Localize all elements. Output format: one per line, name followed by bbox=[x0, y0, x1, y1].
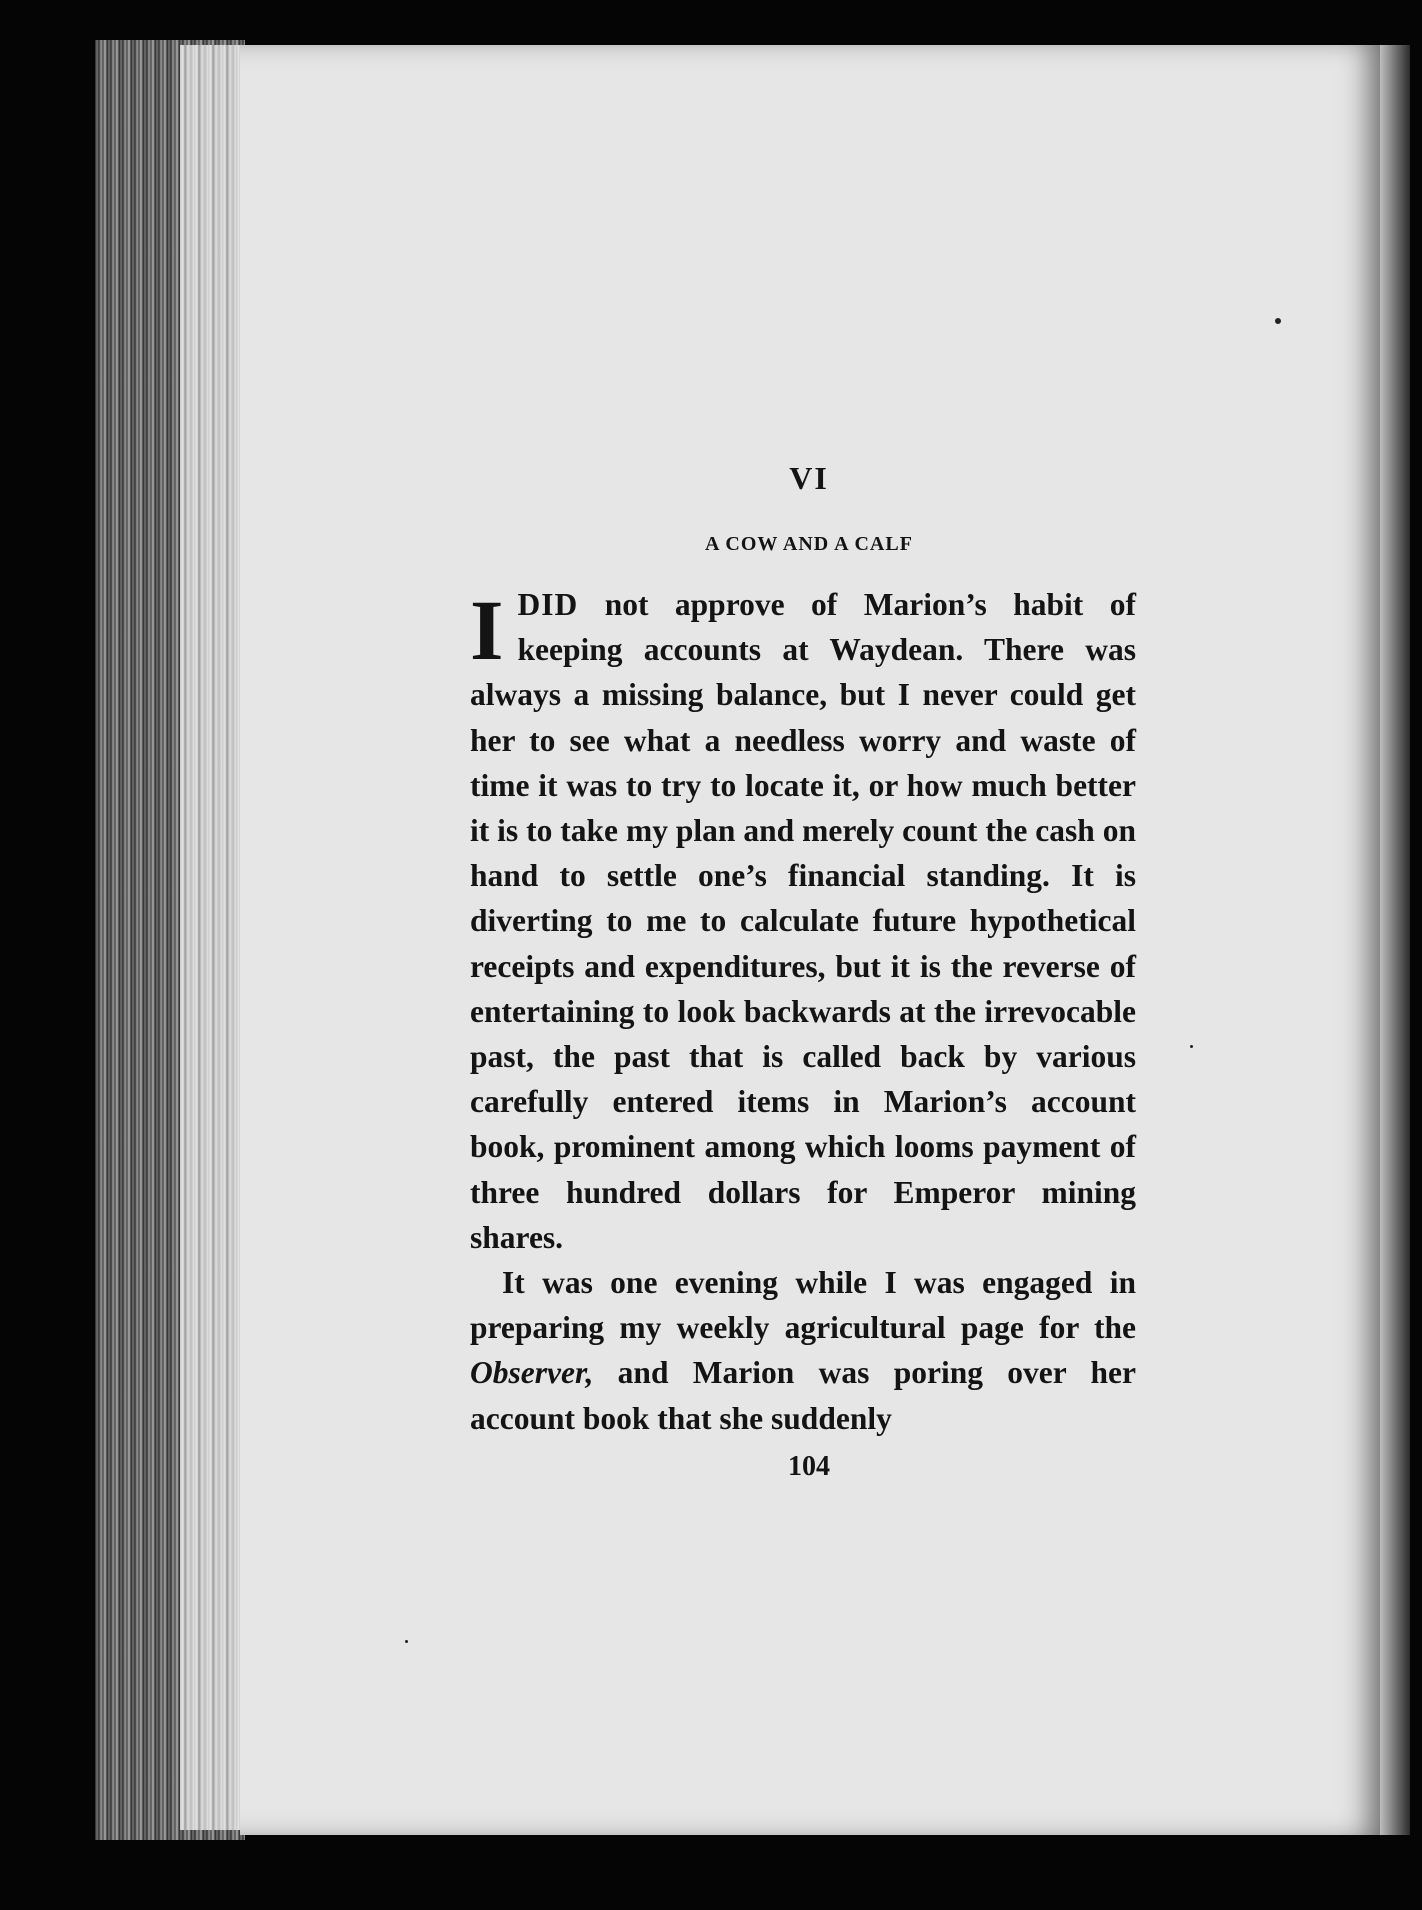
scan-speck bbox=[1275, 318, 1281, 324]
scan-speck bbox=[1190, 1045, 1193, 1048]
paragraph-1 bbox=[470, 582, 1136, 1260]
book-page-right-shadow bbox=[1380, 45, 1410, 1835]
page-content bbox=[470, 460, 1136, 1483]
scan-speck bbox=[405, 1640, 408, 1643]
paragraph-1-text: not approve of Marion’s habit of keeping accounts at Waydean. There was always a missing balance, but I never could get her to see what a needless worry and waste of time it was to try to locate it, or how much better it is to take my plan and merely count the cash on hand to settle one’s financial standing. It is diverting to me to calculate future hypothetical receipts and expenditures, but it is the reverse of entertaining to look backwards at the irrevocable past, the past that is called back by various carefully entered items in Marion’s account book, prominent among which looms payment of three hundred dollars for Emperor mining shares. bbox=[470, 587, 1136, 1255]
chapter-number: VI bbox=[789, 460, 829, 496]
paragraph-2-text-end: and Marion was poring over her account book that she suddenly bbox=[470, 1355, 1136, 1436]
opening-words: DID bbox=[517, 587, 579, 622]
chapter-title: A COW AND A CALF bbox=[705, 533, 913, 555]
paragraph-2-text-start: It was one evening while I was engaged in preparing my weekly agricultural page for the bbox=[470, 1265, 1136, 1346]
drop-cap: I bbox=[470, 582, 504, 678]
page-number: 104 bbox=[788, 1450, 830, 1482]
paragraph-2 bbox=[470, 1260, 1136, 1441]
newspaper-title: Observer, bbox=[470, 1355, 594, 1391]
